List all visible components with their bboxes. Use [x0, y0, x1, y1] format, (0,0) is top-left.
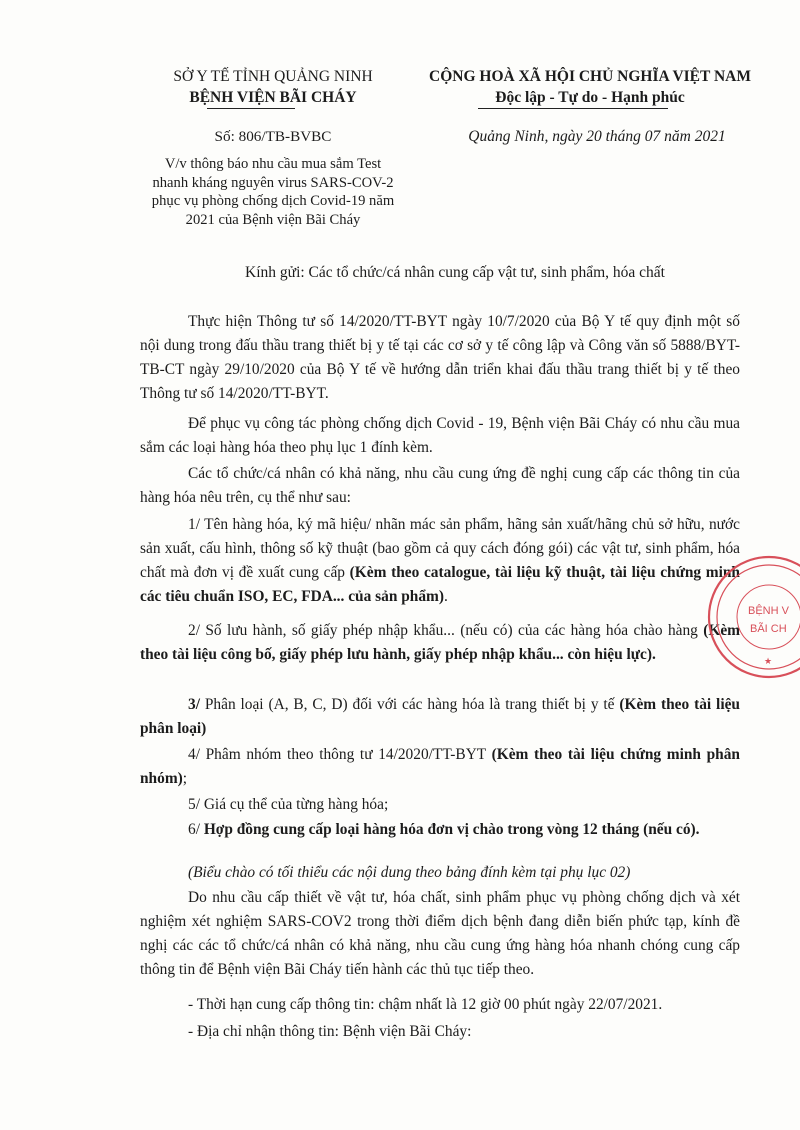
item-6-number: 6/: [188, 821, 204, 838]
subject-line: nhanh kháng nguyên virus SARS-COV-2: [152, 174, 394, 191]
item-6-text: Hợp đồng cung cấp loại hàng hóa đơn vị chào trong vòng 12 tháng (nếu có).: [203, 821, 700, 838]
stamp-text-line2: BÃI CH: [750, 623, 787, 635]
greeting: Kính gửi: Các tổ chức/cá nhân cung cấp vật tư, sinh phẩm, hóa chất: [245, 264, 665, 281]
item-2: [140, 619, 740, 667]
issuer-department: SỞ Y TẾ TỈNH QUẢNG NINH: [173, 68, 373, 85]
item-3-number: 3/: [188, 696, 200, 713]
issuer-underline: [207, 108, 295, 109]
stamp-seal-icon: [704, 552, 800, 682]
item-4-text: 4/ Phâm nhóm theo thông tư 14/2020/TT-BYT: [188, 746, 492, 763]
hospital-stamp: [704, 552, 800, 682]
national-title: CỘNG HOÀ XÃ HỘI CHỦ NGHĨA VIỆT NAM: [429, 68, 751, 85]
item-4-end: ;: [182, 770, 188, 787]
national-header: [425, 66, 755, 108]
address-line: - Địa chỉ nhận thông tin: Bệnh viện Bãi Cháy:: [188, 1023, 472, 1040]
stamp-star-icon: ★: [764, 657, 773, 667]
document-date: Quảng Ninh, ngày 20 tháng 07 năm 2021: [468, 128, 726, 145]
stamp-text-line1: BỆNH V: [748, 605, 789, 617]
paragraph-urgency: Do nhu cầu cấp thiết về vật tư, hóa chất, sinh phẩm phục vụ phòng chống dịch và xét nghiệm xét nghiệm SARS-COV2 trong thời điểm dịch bệnh đang diễn biến phức tạp, kính đề nghị các các tổ chức/cá nhân có khả năng, nhu cầu cung ứng hàng hóa nhanh chóng cung cấp thông tin để Bệnh viện Bãi Cháy tiến hành các thủ tục tiếp theo.: [140, 889, 740, 978]
paragraph-legal-basis: Thực hiện Thông tư số 14/2020/TT-BYT ngày 10/7/2020 của Bộ Y tế quy định một số nội dung trong đấu thầu trang thiết bị y tế tại các cơ sở y tế công lập và Công văn số 5888/BYT-TB-CT ngày 29/10/2020 của Bộ Y tế về hướng dẫn triển khai đấu thầu trang thiết bị y tế theo Thông tư số 14/2020/TT-BYT.: [140, 313, 740, 402]
note-appendix: (Biểu chào có tối thiểu các nội dung theo bảng đính kèm tại phụ lục 02): [188, 864, 631, 881]
subject-line: phục vụ phòng chống dịch Covid-19 năm: [151, 193, 395, 209]
item-1-end: .: [444, 588, 448, 605]
subject-line: V/v thông báo nhu cầu mua sắm Test: [164, 156, 382, 172]
item-4: [140, 743, 740, 791]
national-motto: Độc lập - Tự do - Hạnh phúc: [495, 89, 685, 106]
deadline-line: - Thời hạn cung cấp thông tin: chậm nhất là 12 giờ 00 phút ngày 22/07/2021.: [188, 996, 663, 1013]
item-3-attachment: (Kèm theo tài liệu phân loại): [140, 696, 740, 737]
paragraph-purpose: Để phục vụ công tác phòng chống dịch Covid - 19, Bệnh viện Bãi Cháy có nhu cầu mua sắm các loại hàng hóa theo phụ lục 1 đính kèm.: [140, 415, 740, 456]
document-number: Số: 806/TB-BVBC: [214, 128, 332, 145]
issuer-hospital: BỆNH VIỆN BÃI CHÁY: [189, 89, 357, 106]
document-subject: [118, 155, 428, 229]
item-4-attachment: (Kèm theo tài liệu chứng minh phân nhóm): [140, 746, 740, 787]
paragraph-request: Các tổ chức/cá nhân có khả năng, nhu cầu cung ứng đề nghị cung cấp các thông tin của hàng hóa nêu trên, cụ thể như sau:: [140, 465, 740, 506]
item-6: [140, 818, 740, 842]
item-2-attachment: (Kèm theo tài liệu công bố, giấy phép lưu hành, giấy phép nhập khẩu... còn hiệu lực).: [140, 622, 740, 663]
issuer-block: [118, 66, 428, 108]
item-1-text: 1/ Tên hàng hóa, ký mã hiệu/ nhãn mác sản phẩm, hãng sản xuất/hãng chủ sở hữu, nước sản xuất, cấu hình, thông số kỹ thuật (bao gồm cả quy cách đóng gói) các vật tư, sinh phẩm, hóa chất mà đơn vị đề xuất cung cấp: [140, 516, 740, 581]
subject-line: 2021 của Bệnh viện Bãi Cháy: [185, 211, 361, 228]
item-1-attachment: (Kèm theo catalogue, tài liệu kỹ thuật, tài liệu chứng minh các tiêu chuẩn ISO, EC, FDA... của sản phẩm): [140, 564, 740, 605]
item-5: 5/ Giá cụ thể của từng hàng hóa;: [188, 796, 389, 813]
item-1: [140, 513, 740, 609]
item-3-text: Phân loại (A, B, C, D) đối với các hàng hóa là trang thiết bị y tế: [199, 696, 620, 713]
motto-underline: [478, 108, 668, 109]
item-3: [140, 693, 740, 741]
item-2-text: 2/ Số lưu hành, số giấy phép nhập khẩu... (nếu có) của các hàng hóa chào hàng: [188, 622, 704, 639]
